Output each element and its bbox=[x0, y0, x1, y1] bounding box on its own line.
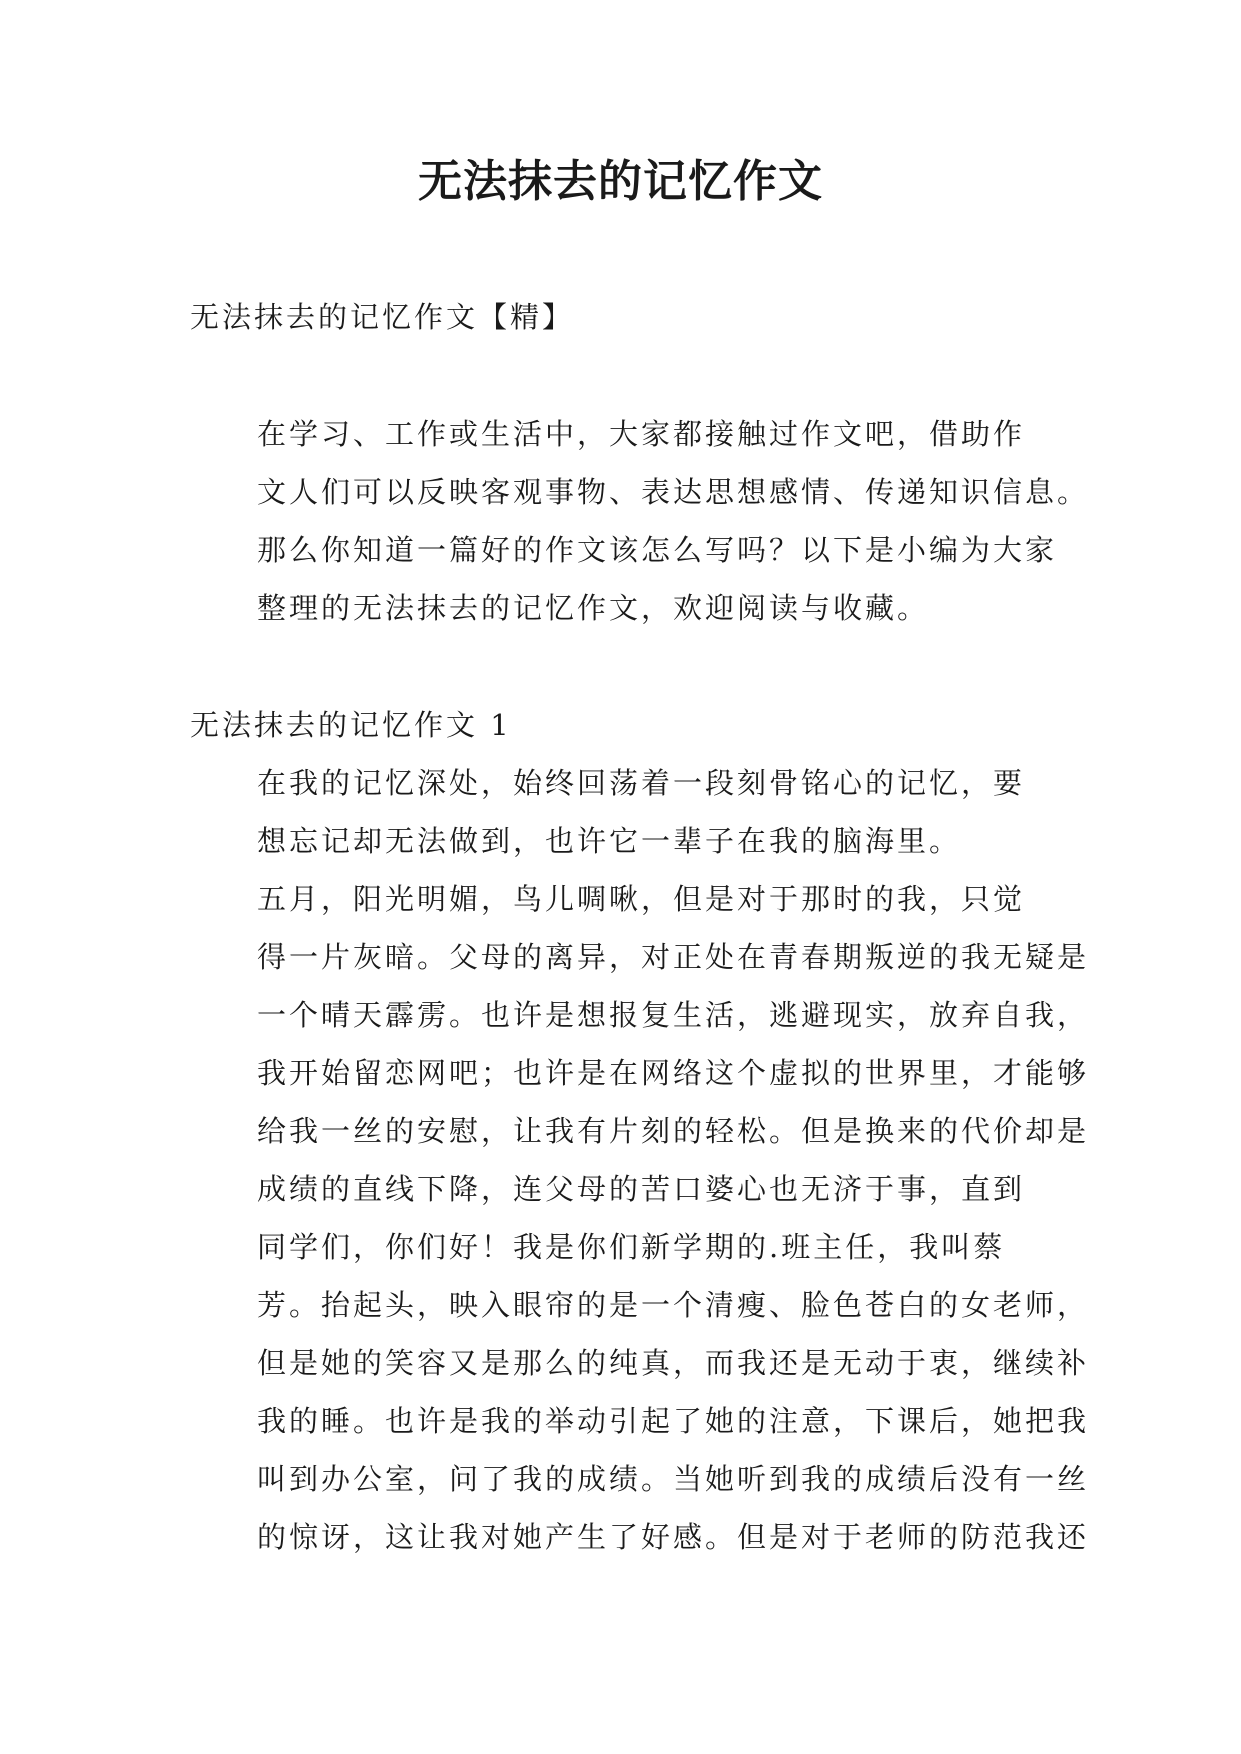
document-title: 无法抹去的记忆作文 bbox=[418, 156, 823, 207]
text-line: 一个晴天霹雳。也许是想报复生活，逃避现实，放弃自我， bbox=[257, 998, 1090, 1032]
text-line: 在我的记忆深处，始终回荡着一段刻骨铭心的记忆，要 bbox=[257, 766, 1026, 800]
text-line: 五月，阳光明媚，鸟儿啁啾，但是对于那时的我，只觉 bbox=[257, 882, 1026, 916]
section-body bbox=[190, 754, 1090, 1566]
text-line: 给我一丝的安慰，让我有片刻的轻松。但是换来的代价却是 bbox=[257, 1114, 1090, 1148]
body-paragraph bbox=[190, 754, 1060, 870]
intro-paragraph bbox=[190, 405, 1090, 637]
text-line: 我开始留恋网吧；也许是在网络这个虚拟的世界里，才能够 bbox=[257, 1056, 1090, 1090]
text-line: 我的睡。也许是我的举动引起了她的注意，下课后，她把我 bbox=[257, 1404, 1090, 1438]
section-heading: 无法抹去的记忆作文 1 bbox=[190, 708, 512, 742]
body-paragraph bbox=[190, 870, 1090, 1218]
text-line: 叫到办公室，问了我的成绩。当她听到我的成绩后没有一丝 bbox=[257, 1462, 1090, 1496]
text-line: 的惊讶，这让我对她产生了好感。但是对于老师的防范我还 bbox=[257, 1520, 1090, 1554]
text-line: 成绩的直线下降，连父母的苦口婆心也无济于事，直到 bbox=[257, 1172, 1026, 1206]
text-line: 得一片灰暗。父母的离异，对正处在青春期叛逆的我无疑是 bbox=[257, 940, 1090, 974]
text-line: 整理的无法抹去的记忆作文，欢迎阅读与收藏。 bbox=[257, 591, 930, 625]
text-line: 芳。抬起头，映入眼帘的是一个清瘦、脸色苍白的女老师， bbox=[257, 1288, 1090, 1322]
text-line: 同学们，你们好！我是你们新学期的.班主任，我叫蔡 bbox=[257, 1230, 1006, 1264]
text-line: 文人们可以反映客观事物、表达思想感情、传递知识信息。 bbox=[257, 475, 1090, 509]
text-line: 在学习、工作或生活中，大家都接触过作文吧，借助作 bbox=[257, 417, 1026, 451]
text-line: 那么你知道一篇好的作文该怎么写吗？以下是小编为大家 bbox=[257, 533, 1058, 567]
text-line: 但是她的笑容又是那么的纯真，而我还是无动于衷，继续补 bbox=[257, 1346, 1090, 1380]
text-line: 想忘记却无法做到，也许它一辈子在我的脑海里。 bbox=[257, 824, 962, 858]
body-paragraph bbox=[190, 1218, 1090, 1566]
document-subtitle: 无法抹去的记忆作文【精】 bbox=[190, 300, 575, 334]
